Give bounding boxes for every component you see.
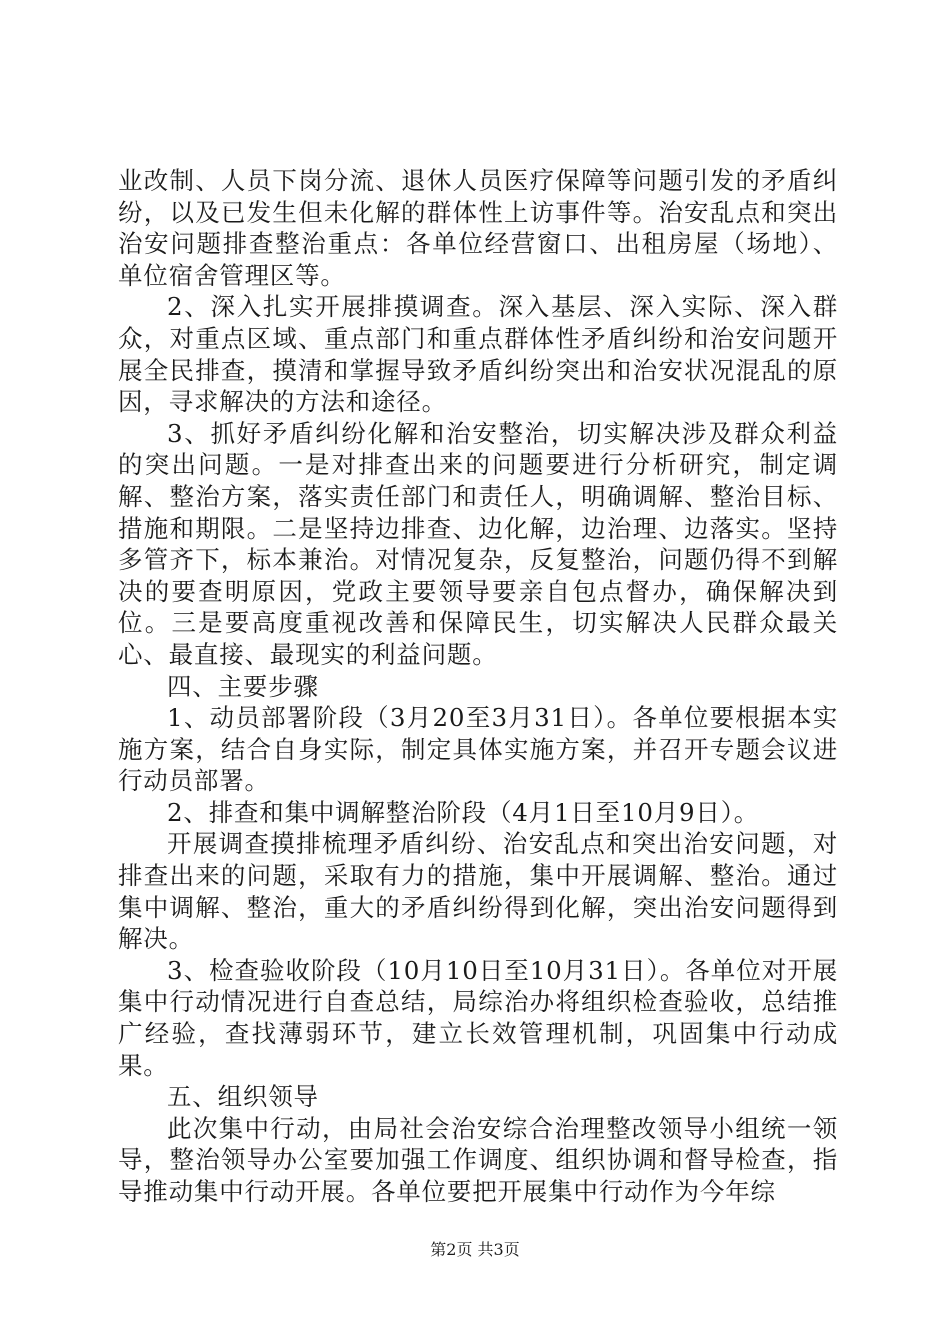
paragraph-4: 1、动员部署阶段（3月20至3月31日）。各单位要根据本实施方案，结合自身实际，制定具体实施方案，并召开专题会议进行动员部署。 xyxy=(118,703,838,796)
paragraph-7: 3、检查验收阶段（10月10日至10月31日）。各单位对开展集中行动情况进行自查总结，局综治办将组织检查验收，总结推广经验，查找薄弱环节，建立长效管理机制，巩固集中行动成果。 xyxy=(118,955,838,1080)
paragraph-8: 此次集中行动，由局社会治安综合治理整改领导小组统一领导，整治领导办公室要加强工作调度、组织协调和督导检查，指导推动集中行动开展。各单位要把开展集中行动作为今年综 xyxy=(118,1113,838,1206)
paragraph-1: 业改制、人员下岗分流、退休人员医疗保障等问题引发的矛盾纠纷，以及已发生但未化解的群体性上访事件等。治安乱点和突出治安问题排查整治重点：各单位经营窗口、出租房屋（场地）、单位宿舍管理区等。 xyxy=(118,166,838,290)
section-heading-steps: 四、主要步骤 xyxy=(167,671,319,701)
document-body xyxy=(118,165,838,1208)
section-heading-leadership: 五、组织领导 xyxy=(167,1082,319,1112)
paragraph-3: 3、抓好矛盾纠纷化解和治安整治，切实解决涉及群众利益的突出问题。一是对排查出来的问题要进行分析研究，制定调解、整治方案，落实责任部门和责任人，明确调解、整治目标、措施和期限。二是坚持边排查、边化解，边治理、边落实。坚持多管齐下，标本兼治。对情况复杂，反复整治，问题仍得不到解决的要查明原因，党政主要领导要亲自包点督办，确保解决到位。三是要高度重视改善和保障民生，切实解决人民群众最关心、最直接、最现实的利益问题。 xyxy=(118,418,838,669)
paragraph-2: 2、深入扎实开展排摸调查。深入基层、深入实际、深入群众，对重点区域、重点部门和重点群体性矛盾纠纷和治安问题开展全民排查，摸清和掌握导致矛盾纠纷突出和治安状况混乱的原因，寻求解决的方法和途径。 xyxy=(118,292,838,417)
page-footer: 第2页 共3页 xyxy=(430,1240,520,1259)
paragraph-5: 2、排查和集中调解整治阶段（4月1日至10月9日）。 xyxy=(167,797,760,827)
paragraph-6: 开展调查摸排梳理矛盾纠纷、治安乱点和突出治安问题，对排查出来的问题，采取有力的措施，集中开展调解、整治。通过集中调解、整治，重大的矛盾纠纷得到化解，突出治安问题得到解决。 xyxy=(118,829,838,954)
